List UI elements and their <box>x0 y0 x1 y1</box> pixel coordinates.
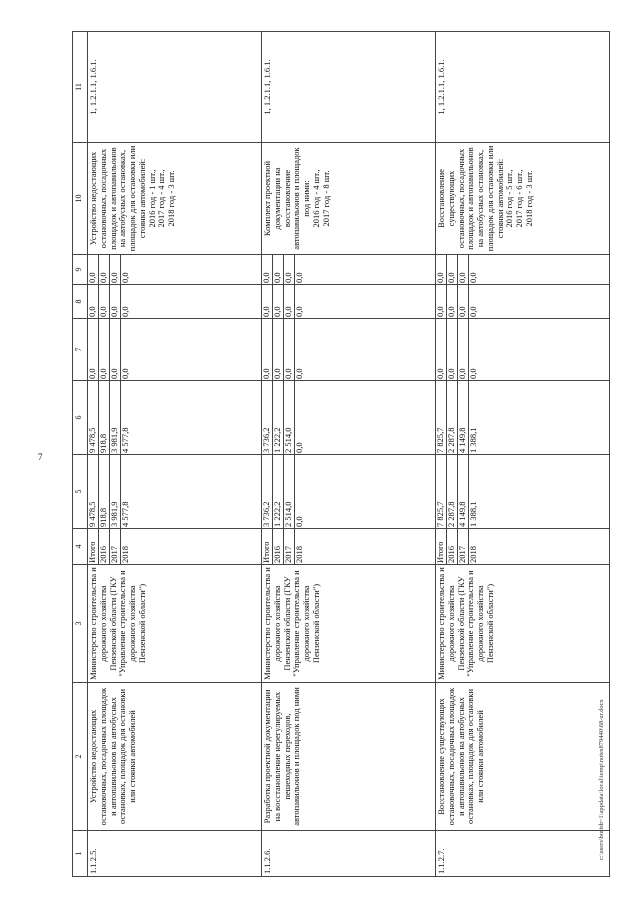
table-cell: 1, 1.2.1.1, 1.6.1. <box>262 32 436 143</box>
amount-value: 2 514,0 <box>284 381 295 454</box>
year-label: 2018 <box>120 546 130 563</box>
value-cell-c7 <box>262 319 436 381</box>
table-cell: Устройство недостающих остановочных, посадочных площадок и автопавильонов на автобусных остановках, площадок для остановки или стоянки автомобилей <box>88 683 262 831</box>
amount-value: 0,0 <box>120 368 130 379</box>
amount-value: 0,0 <box>120 272 130 283</box>
page-number: 7 <box>38 452 43 462</box>
amount-value: 0,0 <box>468 368 478 379</box>
col-header: 5 <box>73 455 88 529</box>
value-cell-c8 <box>262 285 436 319</box>
amount-value: 0,0 <box>447 319 458 380</box>
amount-value: 4 149,8 <box>458 455 469 528</box>
file-path-text: c:\users\borisb~1\appdata\local\temp\notes879440\68-ur.docx <box>598 699 605 860</box>
amount-value: 0,0 <box>447 285 458 318</box>
value-cell-c5 <box>88 455 262 529</box>
value-cell-c5 <box>436 455 610 529</box>
amount-value: 1 388,1 <box>468 427 478 453</box>
table-cell: Министерство строительства и дорожного хозяйства Пензенской области (ГКУ "Управление строительства и дорожного хозяйства Пензенской области") <box>262 565 436 683</box>
col-header: 9 <box>73 255 88 285</box>
amount-value: 0,0 <box>110 285 121 318</box>
table-cell: 1, 1.2.1.1, 1.6.1. <box>88 32 262 143</box>
value-cell-c9 <box>262 255 436 285</box>
year-label: 2017 <box>110 529 121 564</box>
value-cell-years <box>88 529 262 565</box>
amount-value: 918,8 <box>99 381 110 454</box>
table-cell: 1.1.2.6. <box>262 831 436 877</box>
amount-value: 0,0 <box>110 319 121 380</box>
col-header: 1 <box>73 831 88 877</box>
amount-value: 1 222,2 <box>273 381 284 454</box>
amount-value: 2 287,8 <box>447 455 458 528</box>
col-header: 6 <box>73 381 88 455</box>
amount-value: 0,0 <box>284 319 295 380</box>
value-cell-c8 <box>436 285 610 319</box>
amount-value: 0,0 <box>273 319 284 380</box>
amount-value: 7 825,7 <box>436 455 447 528</box>
year-label: 2018 <box>468 546 478 563</box>
amount-value: 2 287,8 <box>447 381 458 454</box>
amount-value: 0,0 <box>458 285 469 318</box>
amount-value: 0,0 <box>468 272 478 283</box>
amount-value: 0,0 <box>294 306 304 317</box>
amount-value: 0,0 <box>88 285 99 318</box>
value-cell-years <box>436 529 610 565</box>
col-header: 4 <box>73 529 88 565</box>
amount-value: 0,0 <box>284 285 295 318</box>
col-header: 2 <box>73 683 88 831</box>
amount-value: 4 577,8 <box>120 427 130 453</box>
col-header: 8 <box>73 285 88 319</box>
table-cell: 1.1.2.7. <box>436 831 610 877</box>
amount-value: 0,0 <box>110 255 121 284</box>
year-label: Итого <box>88 529 99 564</box>
table-cell: Министерство строительства и дорожного хозяйства Пензенской области (ГКУ "Управление строительства и дорожного хозяйства Пензенской области") <box>436 565 610 683</box>
amount-value: 7 825,7 <box>436 381 447 454</box>
measures-table <box>72 31 610 877</box>
table-row <box>88 32 262 877</box>
amount-value: 9 478,5 <box>88 381 99 454</box>
col-header: 10 <box>73 143 88 255</box>
value-cell-c6 <box>436 381 610 455</box>
year-label: 2017 <box>284 529 295 564</box>
amount-value: 918,8 <box>99 455 110 528</box>
col-header: 11 <box>73 32 88 143</box>
amount-value: 0,0 <box>273 285 284 318</box>
table-cell: Комплект проектной документации на восстановление автопавильонов и площадок под ними: 2016 год - 4 шт., 2017 год - 8 шт. <box>262 143 436 255</box>
table-row <box>436 32 610 877</box>
table-cell: 1, 1.2.1.1, 1.6.1. <box>436 32 610 143</box>
header-row <box>73 32 88 877</box>
value-cell-c7 <box>88 319 262 381</box>
value-cell-c9 <box>88 255 262 285</box>
amount-value: 1 222,2 <box>273 455 284 528</box>
col-header: 7 <box>73 319 88 381</box>
table-cell: Министерство строительства и дорожного хозяйства Пензенской области (ГКУ "Управление строительства и дорожного хозяйства Пензенской области") <box>88 565 262 683</box>
amount-value: 4 577,8 <box>120 501 130 527</box>
year-label: Итого <box>262 529 273 564</box>
year-label: 2016 <box>273 529 284 564</box>
table-cell: Разработка проектной документации на восстановление нерегулируемых пешеходных переходов, автопавильонов и площадок под ними <box>262 683 436 831</box>
table-area <box>72 32 634 877</box>
amount-value: 0,0 <box>88 319 99 380</box>
amount-value: 3 736,2 <box>262 381 273 454</box>
value-cell-c7 <box>436 319 610 381</box>
amount-value: 3 981,9 <box>110 381 121 454</box>
table-cell: 1.1.2.5. <box>88 831 262 877</box>
table-cell: Восстановление существующих остановочных, посадочных площадок и автопавильонов на автобусных остановках, площадок для остановки или стоянки автомобилей: 2016 год - 5 шт., 2017 год - 6 шт., 2018 год - 3 шт. <box>436 143 610 255</box>
year-label: 2017 <box>458 529 469 564</box>
table-cell: Устройство недостающих остановочных, посадочных площадок и автопавильонов на автобусных остановках, площадок для остановки или стоянки автомобилей: 2016 год - 1 шт., 2017 год - 4 шт., 2018 год - 3 шт. <box>88 143 262 255</box>
value-cell-c6 <box>262 381 436 455</box>
amount-value: 0,0 <box>436 255 447 284</box>
value-cell-years <box>262 529 436 565</box>
amount-value: 0,0 <box>436 319 447 380</box>
amount-value: 0,0 <box>262 285 273 318</box>
amount-value: 0,0 <box>99 285 110 318</box>
amount-value: 0,0 <box>447 255 458 284</box>
amount-value: 0,0 <box>120 306 130 317</box>
amount-value: 0,0 <box>262 255 273 284</box>
value-cell-c9 <box>436 255 610 285</box>
amount-value: 0,0 <box>294 442 304 453</box>
amount-value: 0,0 <box>99 319 110 380</box>
amount-value: 1 388,1 <box>468 501 478 527</box>
year-label: 2016 <box>447 529 458 564</box>
amount-value: 0,0 <box>99 255 110 284</box>
amount-value: 0,0 <box>294 516 304 527</box>
amount-value: 0,0 <box>284 255 295 284</box>
amount-value: 0,0 <box>458 319 469 380</box>
amount-value: 9 478,5 <box>88 455 99 528</box>
amount-value: 0,0 <box>88 255 99 284</box>
amount-value: 0,0 <box>436 285 447 318</box>
table-row <box>262 32 436 877</box>
col-header: 3 <box>73 565 88 683</box>
amount-value: 0,0 <box>262 319 273 380</box>
amount-value: 0,0 <box>294 368 304 379</box>
amount-value: 4 149,8 <box>458 381 469 454</box>
amount-value: 0,0 <box>273 255 284 284</box>
amount-value: 2 514,0 <box>284 455 295 528</box>
amount-value: 0,0 <box>468 306 478 317</box>
table-cell: Восстановление существующих остановочных, посадочных площадок и автопавильонов на автобусных остановках, площадок для остановки или стоянки автомобилей <box>436 683 610 831</box>
value-cell-c8 <box>88 285 262 319</box>
value-cell-c5 <box>262 455 436 529</box>
year-label: Итого <box>436 529 447 564</box>
amount-value: 3 981,9 <box>110 455 121 528</box>
amount-value: 3 736,2 <box>262 455 273 528</box>
value-cell-c6 <box>88 381 262 455</box>
year-label: 2016 <box>99 529 110 564</box>
year-label: 2018 <box>294 546 304 563</box>
amount-value: 0,0 <box>458 255 469 284</box>
amount-value: 0,0 <box>294 272 304 283</box>
